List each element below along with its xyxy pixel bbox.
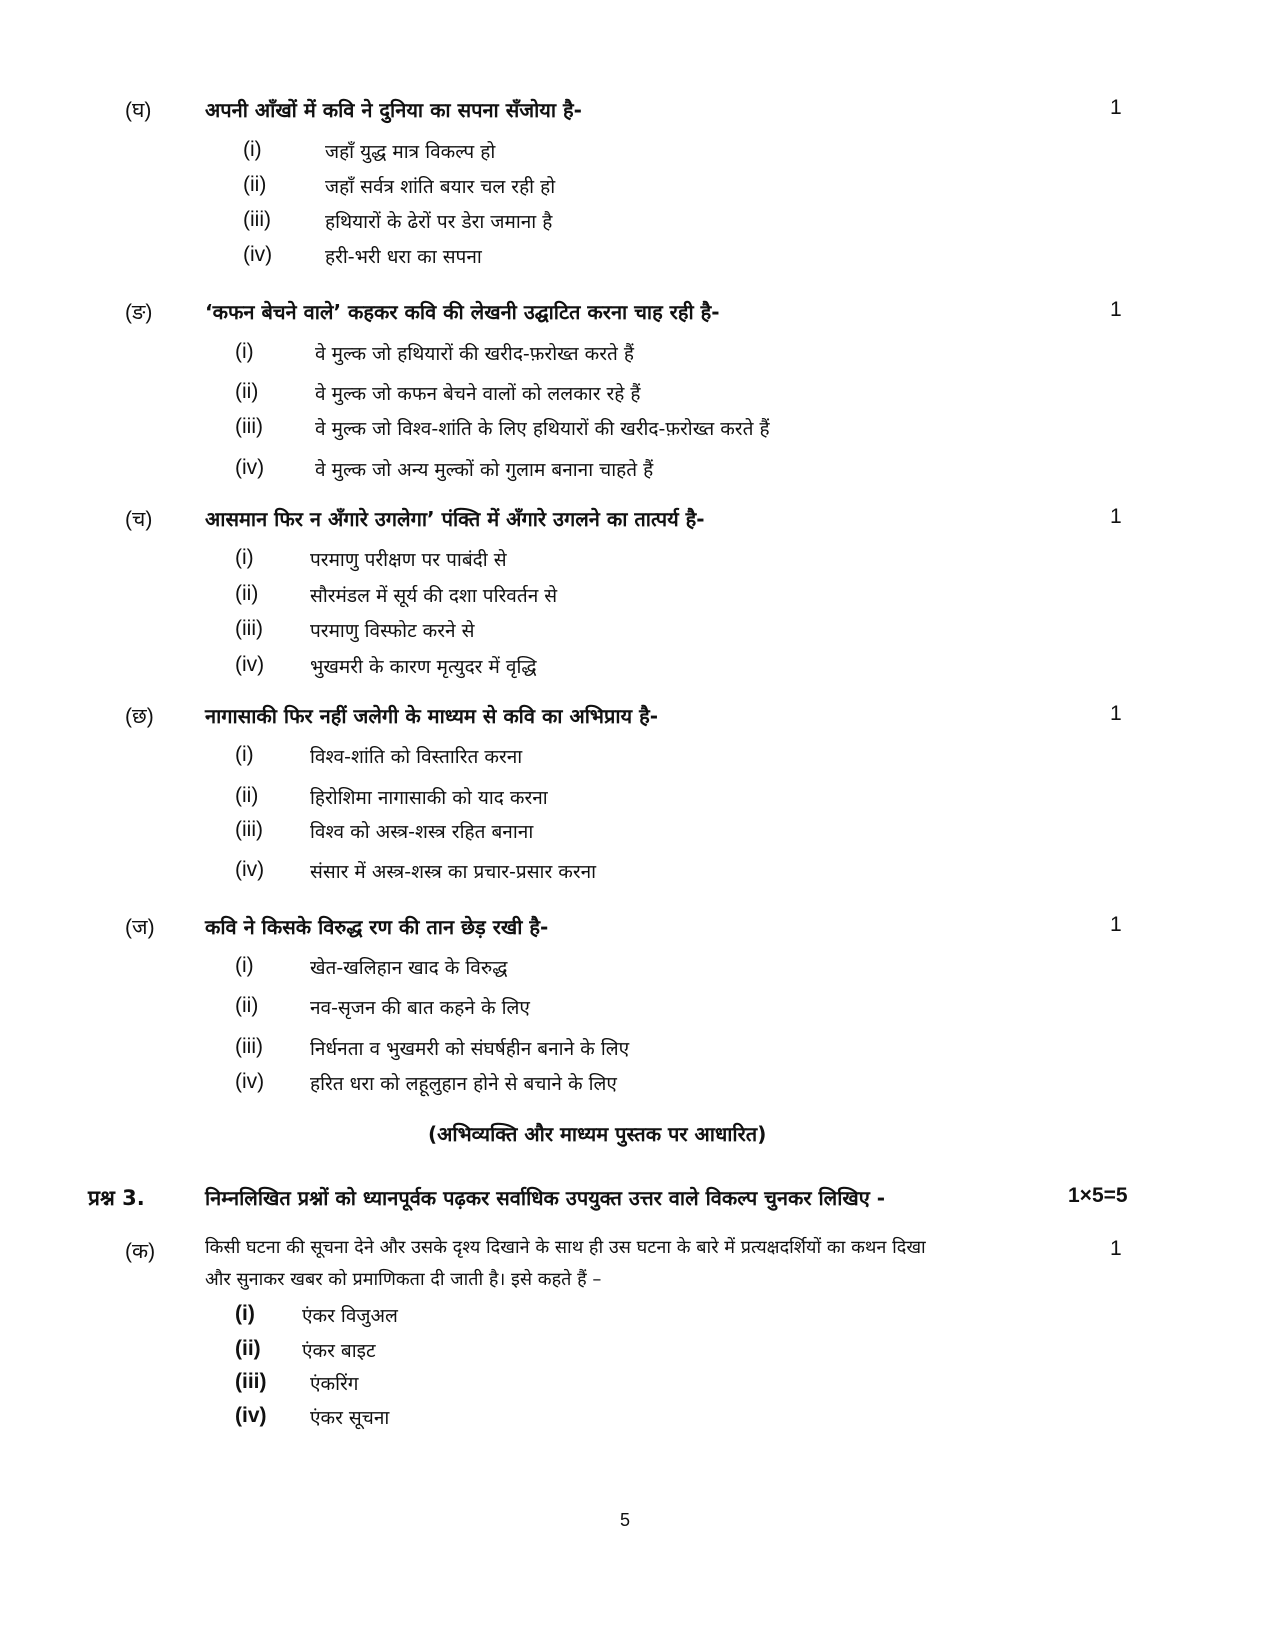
option-number: (ii) xyxy=(235,784,259,807)
option-number: (iv) xyxy=(243,243,273,266)
option-number: (iv) xyxy=(235,1070,265,1093)
option-text: हरित धरा को लहूलुहान होने से बचाने के लिए xyxy=(310,1073,617,1095)
option-number: (ii) xyxy=(243,173,267,196)
question-label: (घ) xyxy=(125,99,152,122)
option-text: विश्व-शांति को विस्तारित करना xyxy=(310,746,523,768)
question-3-instruction: निम्नलिखित प्रश्नों को ध्यानपूर्वक पढ़कर सर्वाधिक उपयुक्त उत्तर वाले विकल्प चुनकर लिखिए - xyxy=(205,1186,886,1210)
option-text: भुखमरी के कारण मृत्युदर में वृद्धि xyxy=(310,656,537,678)
option-text: परमाणु परीक्षण पर पाबंदी से xyxy=(310,549,507,571)
option-text: विश्व को अस्त्र-शस्त्र रहित बनाना xyxy=(310,821,534,843)
option-text: हरी-भरी धरा का सपना xyxy=(325,246,482,268)
option-text: वे मुल्क जो अन्य मुल्कों को गुलाम बनाना चाहते हैं xyxy=(315,459,654,481)
option-text: वे मुल्क जो हथियारों की खरीद-फ़रोख्त करते हैं xyxy=(315,343,634,365)
option-number: (iii) xyxy=(243,208,271,231)
option-number: (iii) xyxy=(235,1370,267,1393)
option-number: (iii) xyxy=(235,415,263,438)
question-marks: 1 xyxy=(1110,96,1122,119)
option-text: खेत-खलिहान खाद के विरुद्ध xyxy=(310,957,508,979)
option-text: निर्धनता व भुखमरी को संघर्षहीन बनाने के लिए xyxy=(310,1038,630,1060)
question-label: (क) xyxy=(125,1240,156,1263)
option-number: (i) xyxy=(235,546,254,569)
option-number: (i) xyxy=(243,138,262,161)
option-text: एंकर बाइट xyxy=(302,1340,376,1362)
option-text: एंकरिंग xyxy=(310,1373,359,1395)
option-text: परमाणु विस्फोट करने से xyxy=(310,620,475,642)
option-number: (i) xyxy=(235,743,254,766)
question-marks: 1 xyxy=(1110,913,1122,936)
option-number: (ii) xyxy=(235,582,259,605)
option-number: (iv) xyxy=(235,858,265,881)
question-label: (छ) xyxy=(125,705,154,728)
question-text: आसमान फिर न अँगारे उगलेगा’ पंक्ति में अँगारे उगलने का तात्पर्य है- xyxy=(205,507,705,531)
option-number: (iv) xyxy=(235,653,265,676)
option-number: (iii) xyxy=(235,818,263,841)
option-number: (i) xyxy=(235,1302,255,1325)
question-label: (ज) xyxy=(125,916,155,939)
option-number: (iii) xyxy=(235,1035,263,1058)
question-marks: 1 xyxy=(1110,505,1122,528)
question-text: ‘कफन बेचने वाले’ कहकर कवि की लेखनी उद्घाटित करना चाह रही है- xyxy=(205,300,720,324)
question-marks: 1 xyxy=(1110,298,1122,321)
option-text: हिरोशिमा नागासाकी को याद करना xyxy=(310,787,548,809)
question-marks: 1 xyxy=(1110,702,1122,725)
question-3-number: प्रश्न 3. xyxy=(88,1186,145,1210)
question-3-marks: 1×5=5 xyxy=(1068,1184,1128,1207)
option-number: (ii) xyxy=(235,994,259,1017)
option-number: (ii) xyxy=(235,380,259,403)
option-number: (i) xyxy=(235,340,254,363)
option-text: संसार में अस्त्र-शस्त्र का प्रचार-प्रसार करना xyxy=(310,861,597,883)
question-label: (ङ) xyxy=(125,301,153,324)
page-number: 5 xyxy=(620,1510,631,1530)
option-text: वे मुल्क जो कफन बेचने वालों को ललकार रहे हैं xyxy=(315,383,641,405)
question-text-line: और सुनाकर खबर को प्रमाणिकता दी जाती है। इसे कहते हैं – xyxy=(205,1269,602,1290)
option-text: एंकर सूचना xyxy=(310,1407,390,1429)
option-number: (iv) xyxy=(235,456,265,479)
question-ka-text xyxy=(205,1232,1055,1296)
section-heading: (अभिव्यक्ति और माध्यम पुस्तक पर आधारित) xyxy=(428,1122,767,1146)
question-text: अपनी आँखों में कवि ने दुनिया का सपना सँजोया है- xyxy=(205,98,582,122)
question-text-line: किसी घटना की सूचना देने और उसके दृश्य दिखाने के साथ ही उस घटना के बारे में प्रत्यक्षदर्शियों का कथन दिखा xyxy=(205,1237,926,1258)
question-label: (च) xyxy=(125,508,153,531)
option-number: (i) xyxy=(235,954,254,977)
option-text: जहाँ युद्ध मात्र विकल्प हो xyxy=(325,141,496,163)
option-text: जहाँ सर्वत्र शांति बयार चल रही हो xyxy=(325,176,556,198)
question-marks: 1 xyxy=(1110,1237,1122,1260)
option-text: नव-सृजन की बात कहने के लिए xyxy=(310,997,530,1019)
option-text: सौरमंडल में सूर्य की दशा परिवर्तन से xyxy=(310,585,558,607)
option-number: (iv) xyxy=(235,1404,267,1427)
option-text: एंकर विजुअल xyxy=(302,1305,398,1327)
option-text: हथियारों के ढेरों पर डेरा जमाना है xyxy=(325,211,553,233)
question-text: कवि ने किसके विरुद्ध रण की तान छेड़ रखी है- xyxy=(205,915,549,939)
option-number: (ii) xyxy=(235,1337,261,1360)
question-text: नागासाकी फिर नहीं जलेगी के माध्यम से कवि का अभिप्राय है- xyxy=(205,704,659,728)
option-number: (iii) xyxy=(235,617,263,640)
option-text: वे मुल्क जो विश्व-शांति के लिए हथियारों की खरीद-फ़रोख्त करते हैं xyxy=(315,418,770,440)
